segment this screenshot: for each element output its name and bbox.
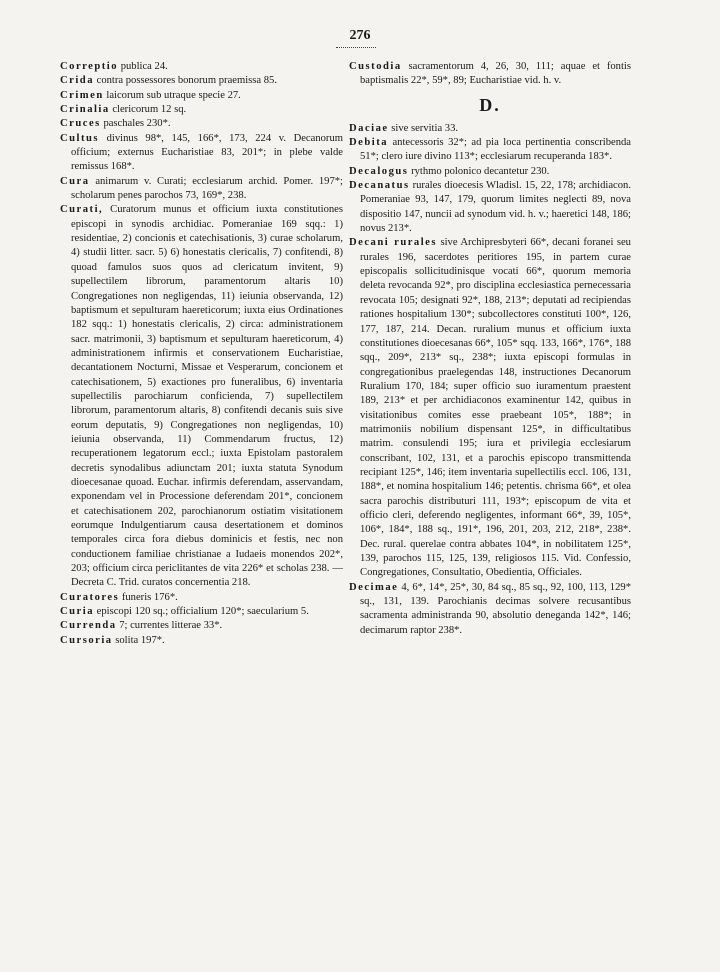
index-headword: Custodia <box>349 61 402 72</box>
index-entry-text: antecessoris 32*; ad pia loca pertinentia conscribenda 51*; clero iure divino 113*; ecclesiarum recuperanda 183*. <box>360 137 631 163</box>
index-entry-text: sive Archipresbyteri 66*, decani foranei seu rurales 196, sacerdotes peritiores 195, in partem curae episcopalis sollicitudinisque vocati 66*, quorum memoria deleta revocanda 92*, pro disciplina ecclesiastica pernecessaria revocata 105; designati 92*, 188, 213*; deputati ad recipiendas rationes hospitalium 130*; subcollectores constituti 100*, 126, 177, 187, 214. Decan. ruralium munus et officium iuxta constitutiones dioecesanas 66*, 105* sqq. 133, 166*, 176*, 188 sqq., 209*, 213* sq., 238*; iuxta episcopi formulas in congregationibus praelegendas 148, instructiones Decanorum Ruralium 170, 184; super officio suo iuramentum praestent 189, 213* et per archidiaconos examinentur 142, quibus in visitationibus comites esse praebeant 105*, 188*; in matrimoniis nobilium dispensant 125*, in difficultatibus matrim. consulendi 195; iura et privilegia ecclesiarum conscribant, 102, 131, et a parochis episcopo transmittenda recipiant 125*, 146; item inventaria supellectilis eccl. 106, 131, 188*, et nomina hospitalium 146; petentis. chrisma 66*, et olea sacra parochis distributuri 111, 193*; episcopum de vita et officio cleri, deferendo negligentes, informant 66*, 39, 105*, 106*, 184*, 188 sq., 191*, 196, 201, 203, 212, 218*, 238*. Dec. rural. querelae contra abbates 104*, in nobilitatem 125*, 139, parochos 115, 125, 139, religiosos 115. Vid. Confessio, Congregationes, Consultatio, Obedientia, Officiales. <box>360 237 631 579</box>
index-headword: Daciae <box>349 122 389 134</box>
index-entry-text: Curatorum munus et officium iuxta constitutiones episcopi in synodis archidiac. Pomeraniae 169 sqq.: 1) residentiae, 2) concionis et catechisationis, 3) curae scholarum, 4) studii litter. sacr. 5) 6) honestatis clericalis, 7) confitendi, 8) quoad famulos suos quos ad clericatum invitent, 9) supellectilem librorum, paramentorum altaris 10) Congregationes non negligendas, 11) ieiunia observanda, 12) baptismum et sepulturam haereticorum; iuxta eius Ordinationes 182 sqq.: 1) honestatis clericalis, 2) circa: administrationem sacr. matrimonii, 3) baptismum et sepulturam haereticorum, 4) administrationem infirmis et conservationem Eucharistiae, decantationem Nocturni, Missae et Vesperarum, concionem et catechisationem, 5) exactiones pro funeralibus, 6) inventaria supellectilis parochiarum conficienda, 7) supellectilem librorum, paramentorum altaris, 8) confitendi decanis suis sive eorum deputatis, 9) Congregationes non negligendas, 10) ieiunia observanda, 11) Commendarum fructus, 12) recuperationem legatorum eccl.; iuxta Epistolam pastoralem decretis synodalibus adiunctam 201; iuxta statuta Synodum dioecesanae quoad. Euchar. infirmis deferendam, asservandam, exponendam vel in Processione deferendam 201*, concionem et catechisationem 202, parochianorum ostiatim visitationem eorumque Indulgentiarum causa desertationem et dominos temporales circa fora diebus dominicis et festis, nec non conductionem familiae christianae a Iudaeis monendos 202*, 203; officium circa periclitantes de vita 226* et scholas 238. — Decreta C. Trid. curatos concernentia 218. <box>71 204 343 589</box>
index-entry <box>349 581 631 638</box>
index-entry-text: clericorum 12 sq. <box>112 104 187 116</box>
section-letter: D. <box>479 94 501 115</box>
index-headword: Decanatus <box>349 180 410 192</box>
index-headword: Curati, <box>60 204 104 216</box>
index-headword: Cursoria <box>60 634 113 646</box>
index-headword: Decimae <box>349 581 399 593</box>
index-headword: Cultus <box>60 132 100 144</box>
index-entry-text: contra possessores bonorum praemissa 85. <box>96 75 277 87</box>
index-entry <box>349 165 631 179</box>
ornament-underline <box>336 44 376 48</box>
index-entry <box>60 132 343 175</box>
index-entry-text: funeris 176*. <box>121 591 178 603</box>
right-column <box>349 60 631 638</box>
index-entry <box>60 60 343 74</box>
left-column <box>60 60 343 648</box>
index-entry-text: publica 24. <box>120 61 168 72</box>
right-column-entries-c <box>349 60 631 89</box>
index-entry <box>60 634 343 648</box>
index-entry-text: episcopi 120 sq.; officialium 120*; saecularium 5. <box>96 606 309 618</box>
index-entry <box>60 117 343 131</box>
index-headword: Curatores <box>60 591 120 603</box>
index-entry <box>60 619 343 633</box>
index-headword: Curia <box>60 606 94 618</box>
index-headword: Decalogus <box>349 165 409 177</box>
index-headword: Debita <box>349 137 389 149</box>
index-entry-text: sacramentorum 4, 26, 30, 111; aquae et fontis baptismalis 22*, 59*, 89; Eucharistiae vid. h. v. <box>360 61 631 87</box>
index-entry-text: rythmo polonico decantetur 230. <box>411 165 550 177</box>
index-entry <box>349 60 631 89</box>
index-entry <box>60 203 343 590</box>
index-headword: Cura <box>60 175 90 187</box>
page-number: 276 <box>349 28 371 43</box>
index-entry-text: laicorum sub utraque specie 27. <box>106 89 241 101</box>
index-headword: Currenda <box>60 620 117 632</box>
index-entry <box>349 122 631 136</box>
index-entry <box>60 103 343 117</box>
index-entry-text: divinus 98*, 145, 166*, 173, 224 v. Decanorum officium; externus Eucharistiae 83, 201*; in plebe valde remissus 168*. <box>71 132 343 173</box>
index-entry-text: 7; currentes litterae 33*. <box>119 620 223 632</box>
index-entry-text: paschales 230*. <box>103 118 171 130</box>
index-entry <box>60 605 343 619</box>
index-entry-text: animarum v. Curati; ecclesiarum archid. Pomer. 197*; scholarum penes parochos 73, 169*, 238. <box>71 175 344 202</box>
index-entry-text: 4, 6*, 14*, 25*, 30, 84 sq., 85 sq., 92, 100, 113, 129* sq., 131, 139. Parochianis decimas solvere recusantibus sacramenta administranda 90, absolutio deneganda 142*, 146; decimarum raptor 238*. <box>360 581 631 636</box>
index-entry-text: rurales dioecesis Wladisl. 15, 22, 178; archidiacon. Pomeraniae 93, 147, 179, quorum limites neglecti 89, nova dispositio 147, nuncii ad synodum vid. h. v.; haeretici 148, 186; novus 213*. <box>360 180 631 235</box>
index-headword: Decani rurales <box>349 237 437 249</box>
index-headword: Crimen <box>60 89 104 101</box>
index-entry-text: solita 197*. <box>115 634 165 646</box>
index-entry <box>60 175 343 204</box>
index-headword: Cruces <box>60 118 101 130</box>
index-headword: Crida <box>60 75 94 87</box>
index-entry <box>349 179 631 236</box>
index-entry <box>60 89 343 103</box>
right-column-entries-d <box>349 122 631 638</box>
index-entry <box>349 136 631 165</box>
index-headword: Correptio <box>60 61 119 72</box>
index-headword: Crinalia <box>60 104 110 116</box>
index-entry <box>349 236 631 580</box>
index-entry-text: sive servitia 33. <box>391 122 459 134</box>
index-entry <box>60 74 343 88</box>
index-entry <box>60 591 343 605</box>
